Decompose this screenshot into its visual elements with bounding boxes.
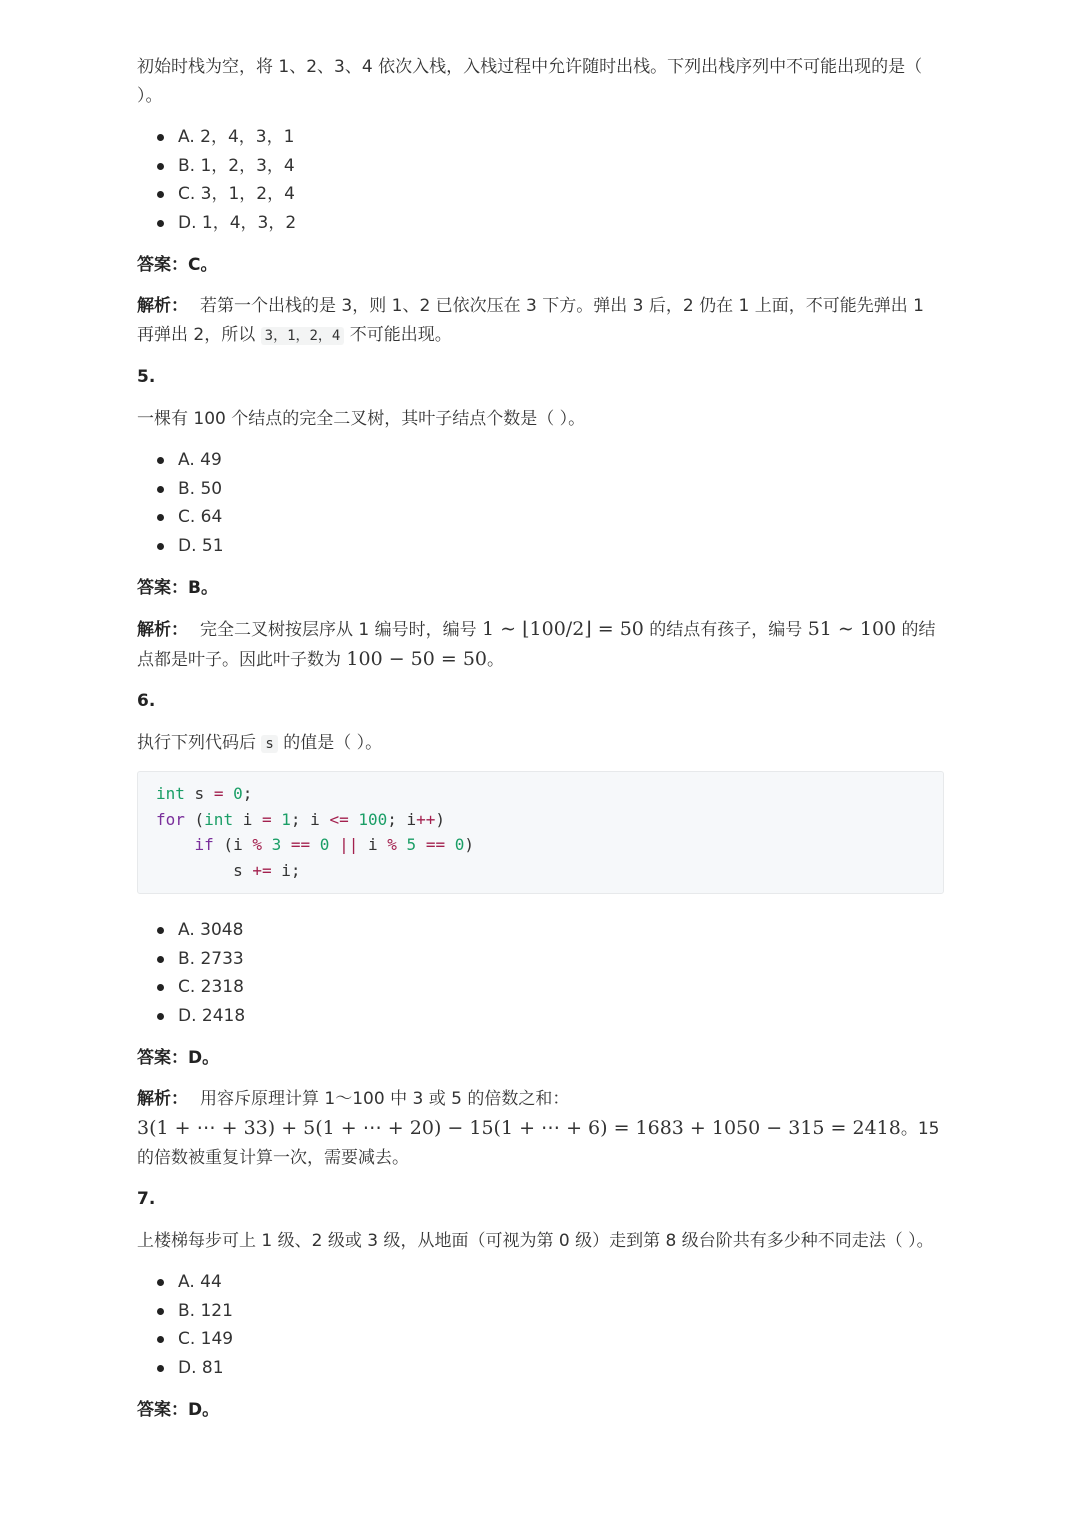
option-d: D. 51	[157, 532, 944, 561]
option-a: A. 49	[157, 446, 944, 475]
math-formula: 3(1 + ⋯ + 33) + 5(1 + ⋯ + 20) − 15(1 + ⋯ + 6) = 1683 + 1050 − 315 = 2418	[137, 1117, 901, 1139]
bullet-icon	[157, 1279, 164, 1286]
question-5-options	[137, 446, 944, 560]
bullet-icon	[157, 543, 164, 550]
question-4-stem: 初始时栈为空，将 1、2、3、4 依次入栈，入栈过程中允许随时出栈。下列出栈序列中不可能出现的是（ ）。	[137, 57, 923, 106]
bullet-icon	[157, 134, 164, 141]
analysis-label: 解析：	[137, 1089, 188, 1109]
option-d: D. 1，4，3，2	[157, 209, 944, 238]
bullet-icon	[157, 486, 164, 493]
option-a: A. 2，4，3，1	[157, 123, 944, 152]
option-d: D. 81	[157, 1354, 944, 1383]
bullet-icon	[157, 457, 164, 464]
bullet-icon	[157, 514, 164, 521]
option-b: B. 2733	[157, 945, 944, 974]
option-c: C. 64	[157, 503, 944, 532]
analysis-label: 解析：	[137, 620, 188, 640]
math-formula: 100 − 50 = 50	[346, 648, 488, 670]
option-b: B. 121	[157, 1297, 944, 1326]
math-formula: 1 ∼ ⌊100/2⌋ = 50	[482, 618, 644, 640]
analysis-label: 解析：	[137, 296, 188, 316]
bullet-icon	[157, 1336, 164, 1343]
question-7-answer: 答案：D。	[137, 1400, 220, 1420]
code-block: int s = 0; for (int i = 1; i <= 100; i++) if (i % 3 == 0 || i % 5 == 0) s += i;	[137, 771, 944, 894]
question-7-options	[137, 1268, 944, 1382]
math-formula: 51 ∼ 100	[807, 618, 897, 640]
inline-code: s	[261, 735, 277, 753]
bullet-icon	[157, 191, 164, 198]
question-6-analysis: 解析： 用容斥原理计算 1～100 中 3 或 5 的倍数之和： 3(1 + ⋯ + 33) + 5(1 + ⋯ + 20) − 15(1 + ⋯ + 6) = 1683 + 1050 − 315 = 2418。15 的倍数被重复计算一次，需要减去。	[137, 1089, 940, 1168]
bullet-icon	[157, 163, 164, 170]
question-5-answer: 答案：B。	[137, 578, 218, 598]
bullet-icon	[157, 984, 164, 991]
question-5-analysis: 解析： 完全二叉树按层序从 1 编号时，编号 1 ∼ ⌊100/2⌋ = 50 的结点有孩子，编号 51 ∼ 100 的结点都是叶子。因此叶子数为 100 − 50 = 50。	[137, 618, 936, 670]
option-b: B. 1，2，3，4	[157, 152, 944, 181]
bullet-icon	[157, 1013, 164, 1020]
bullet-icon	[157, 1308, 164, 1315]
question-4-answer: 答案：C。	[137, 255, 218, 275]
question-6-answer: 答案：D。	[137, 1048, 220, 1068]
bullet-icon	[157, 220, 164, 227]
option-d: D. 2418	[157, 1002, 944, 1031]
option-a: A. 3048	[157, 916, 944, 945]
bullet-icon	[157, 927, 164, 934]
bullet-icon	[157, 1365, 164, 1372]
question-6-stem: 执行下列代码后 s 的值是（ ）。	[137, 733, 383, 753]
question-5-stem: 一棵有 100 个结点的完全二叉树，其叶子结点个数是（ ）。	[137, 409, 586, 429]
question-4-analysis: 解析： 若第一个出栈的是 3，则 1、2 已依次压在 3 下方。弹出 3 后，2 仍在 1 上面，不可能先弹出 1 再弹出 2，所以 3，1，2，4 不可能出现。	[137, 296, 924, 345]
question-5-number: 5.	[137, 367, 156, 387]
question-7-stem: 上楼梯每步可上 1 级、2 级或 3 级，从地面（可视为第 0 级）走到第 8 级台阶共有多少种不同走法（ ）。	[137, 1231, 934, 1251]
option-a: A. 44	[157, 1268, 944, 1297]
question-7-number: 7.	[137, 1189, 156, 1209]
question-4-options	[137, 123, 944, 237]
inline-code: 3，1，2，4	[261, 327, 345, 345]
bullet-icon	[157, 956, 164, 963]
option-c: C. 149	[157, 1325, 944, 1354]
option-b: B. 50	[157, 475, 944, 504]
option-c: C. 2318	[157, 973, 944, 1002]
option-c: C. 3，1，2，4	[157, 180, 944, 209]
question-6-number: 6.	[137, 691, 156, 711]
question-6-options	[137, 916, 944, 1030]
